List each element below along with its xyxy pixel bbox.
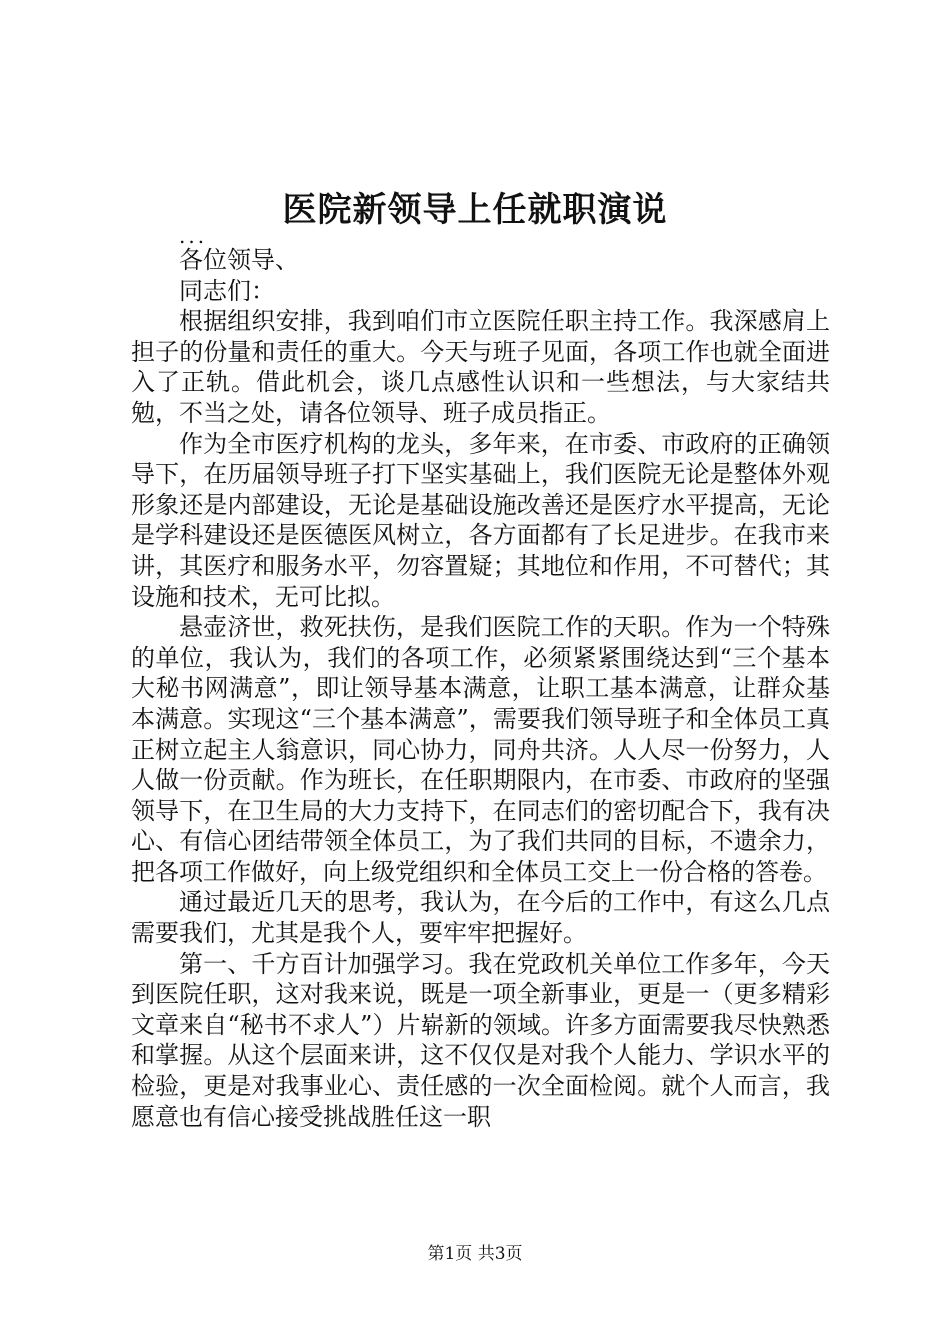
paragraph: 悬壶济世，救死扶伤，是我们医院工作的天职。作为一个特殊的单位，我认为，我们的各项工作，必须紧紧围绕达到“三个基本大秘书网满意”，即让领导基本满意，让职工基本满意，让群众基本满意。实现这“三个基本满意”，需要我们领导班子和全体员工真正树立起主人翁意识，同心协力，同舟共济。人人尽一份努力，人人做一份贡献。作为班长，在任职期限内，在市委、市政府的坚强领导下，在卫生局的大力支持下，在同志们的密切配合下，我有决心、有信心团结带领全体员工，为了我们共同的目标，不遗余力，把各项工作做好，向上级党组织和全体员工交上一份合格的答卷。	[131, 613, 830, 886]
ellipsis-marker: ...	[179, 224, 208, 248]
page-number-footer: 第1页 共3页	[427, 1244, 523, 1264]
paragraph: 第一、千方百计加强学习。我在党政机关单位工作多年，今天到医院任职，这对我来说，既是一项全新事业，更是一（更多精彩文章来自“秘书不求人”）片崭新的领域。许多方面需要我尽快熟悉和掌握。从这个层面来讲，这不仅仅是对我个人能力、学识水平的检验，更是对我事业心、责任感的一次全面检阅。就个人而言，我愿意也有信心接受挑战胜任这一职	[131, 949, 830, 1131]
paragraph: 作为全市医疗机构的龙头，多年来，在市委、市政府的正确领导下，在历届领导班子打下坚实基础上，我们医院无论是整体外观形象还是内部建设，无论是基础设施改善还是医疗水平提高，无论是学科建设还是医德医风树立，各方面都有了长足进步。在我市来讲，其医疗和服务水平，勿容置疑；其地位和作用，不可替代；其设施和技术，无可比拟。	[131, 429, 830, 611]
document-body	[131, 224, 830, 1132]
salutation-line-1: 各位领导、	[179, 246, 299, 274]
paragraph: 根据组织安排，我到咱们市立医院任职主持工作。我深感肩上担子的份量和责任的重大。今天与班子见面，各项工作也就全面进入了正轨。借此机会，谈几点感性认识和一些想法，与大家结共勉，不当之处，请各位领导、班子成员指正。	[131, 307, 830, 427]
paragraph: 通过最近几天的思考，我认为，在今后的工作中，有这么几点需要我们，尤其是我个人，要牢牢把握好。	[131, 888, 830, 948]
document-title: 医院新领导上任就职演说	[282, 190, 668, 230]
salutation-line-2: 同志们：	[179, 276, 275, 305]
